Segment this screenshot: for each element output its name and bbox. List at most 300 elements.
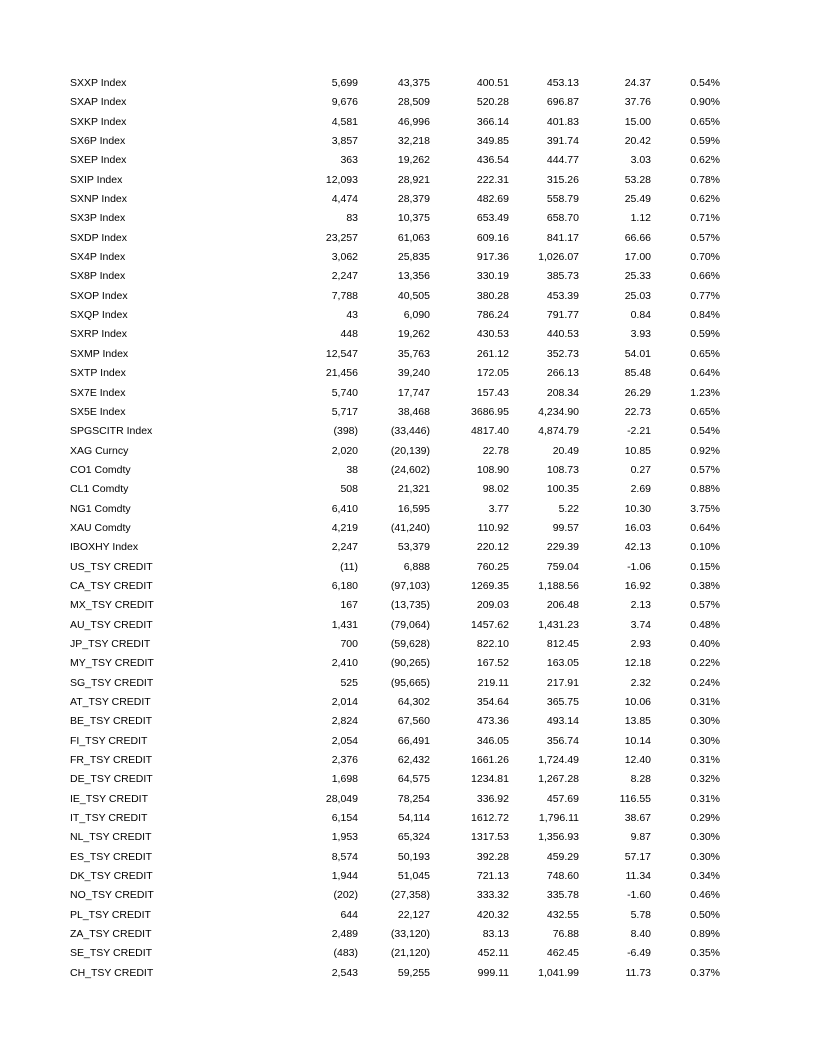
instrument-name-cell: IE_TSY CREDIT — [70, 792, 148, 805]
table-row — [0, 287, 816, 306]
value-b-cell: (97,103) — [390, 579, 430, 592]
value-e-cell: -6.49 — [627, 947, 651, 960]
value-e-cell: 9.87 — [630, 831, 651, 844]
value-a-cell: 6,154 — [331, 812, 358, 825]
value-e-cell: 1.12 — [630, 212, 651, 225]
instrument-name-cell: US_TSY CREDIT — [70, 560, 153, 573]
instrument-name-cell: PL_TSY CREDIT — [70, 908, 151, 921]
value-b-cell: 6,888 — [403, 560, 430, 573]
value-e-cell: 8.28 — [630, 773, 651, 786]
value-a-cell: 5,740 — [331, 386, 358, 399]
table-row — [0, 345, 816, 364]
table-row — [0, 248, 816, 267]
value-d-cell: 385.73 — [546, 270, 579, 283]
value-b-cell: (24,602) — [390, 463, 430, 476]
value-a-cell: 2,376 — [331, 754, 358, 767]
value-b-cell: 51,045 — [397, 870, 430, 883]
value-d-cell: 1,267.28 — [538, 773, 579, 786]
table-row — [0, 500, 816, 519]
value-c-cell: 3686.95 — [471, 405, 509, 418]
instrument-name-cell: IBOXHY Index — [70, 541, 139, 554]
value-d-cell: 365.75 — [546, 696, 579, 708]
value-a-cell: 508 — [340, 483, 358, 496]
value-b-cell: 59,255 — [397, 966, 430, 979]
value-b-cell: 35,763 — [397, 347, 430, 360]
value-e-cell: 53.28 — [624, 173, 651, 186]
percent-cell: 0.62% — [690, 193, 720, 206]
value-a-cell: 2,543 — [331, 966, 358, 979]
value-a-cell: 4,581 — [331, 115, 358, 128]
value-c-cell: 420.32 — [476, 908, 509, 921]
value-d-cell: 658.70 — [546, 212, 579, 225]
value-e-cell: 22.73 — [624, 405, 651, 418]
percent-cell: 0.62% — [690, 154, 720, 167]
value-d-cell: 440.53 — [546, 328, 579, 341]
table-row — [0, 325, 816, 344]
value-e-cell: 26.29 — [624, 386, 651, 399]
value-d-cell: 5.22 — [558, 502, 579, 515]
table-row — [0, 906, 816, 925]
value-d-cell: 759.04 — [546, 560, 579, 573]
value-e-cell: 12.40 — [624, 754, 651, 767]
value-c-cell: 1612.72 — [471, 812, 509, 825]
percent-cell: 0.92% — [690, 444, 720, 457]
instrument-name-cell: SXRP Index — [70, 328, 128, 341]
value-d-cell: 558.79 — [546, 193, 579, 206]
value-a-cell: 28,049 — [325, 792, 358, 805]
value-b-cell: (79,064) — [390, 618, 430, 631]
table-row — [0, 867, 816, 886]
table-row — [0, 828, 816, 847]
value-c-cell: 917.36 — [476, 251, 509, 264]
instrument-name-cell: NO_TSY CREDIT — [70, 889, 154, 902]
instrument-name-cell: AT_TSY CREDIT — [70, 696, 151, 708]
value-c-cell: 349.85 — [476, 135, 509, 148]
percent-cell: 0.34% — [690, 870, 720, 883]
table-row — [0, 577, 816, 596]
table-row — [0, 422, 816, 441]
percent-cell: 0.64% — [690, 521, 720, 534]
value-c-cell: 392.28 — [476, 850, 509, 863]
instrument-name-cell: JP_TSY CREDIT — [70, 637, 151, 650]
value-a-cell: 43 — [346, 309, 358, 322]
instrument-name-cell: CL1 Comdty — [70, 483, 129, 496]
value-d-cell: 1,041.99 — [538, 966, 579, 979]
value-d-cell: 457.69 — [546, 792, 579, 805]
value-c-cell: 822.10 — [476, 637, 509, 650]
table-row — [0, 229, 816, 248]
percent-cell: 0.29% — [690, 812, 720, 825]
value-d-cell: 696.87 — [546, 96, 579, 109]
table-row — [0, 635, 816, 654]
value-e-cell: 25.03 — [624, 289, 651, 302]
value-b-cell: 67,560 — [397, 715, 430, 728]
value-d-cell: 356.74 — [546, 734, 579, 747]
table-row — [0, 364, 816, 383]
value-a-cell: 5,699 — [331, 77, 358, 89]
table-row — [0, 74, 816, 93]
value-c-cell: 786.24 — [476, 309, 509, 322]
value-d-cell: 432.55 — [546, 908, 579, 921]
table-row — [0, 403, 816, 422]
value-e-cell: 2.93 — [630, 637, 651, 650]
value-a-cell: 12,093 — [325, 173, 358, 186]
value-e-cell: 11.34 — [625, 870, 651, 883]
value-d-cell: 229.39 — [546, 541, 579, 554]
percent-cell: 0.40% — [690, 637, 720, 650]
instrument-name-cell: SXXP Index — [70, 77, 127, 89]
table-row — [0, 519, 816, 538]
value-e-cell: -1.60 — [627, 889, 651, 902]
value-d-cell: 206.48 — [546, 599, 579, 612]
value-d-cell: 453.39 — [546, 289, 579, 302]
percent-cell: 0.64% — [690, 367, 720, 380]
value-c-cell: 209.03 — [476, 599, 509, 612]
percent-cell: 0.38% — [690, 579, 720, 592]
value-e-cell: 116.55 — [619, 792, 651, 805]
value-e-cell: 57.17 — [624, 850, 651, 863]
value-b-cell: 64,302 — [397, 696, 430, 708]
value-c-cell: 1317.53 — [471, 831, 509, 844]
value-c-cell: 520.28 — [476, 96, 509, 109]
value-c-cell: 336.92 — [476, 792, 509, 805]
percent-cell: 0.65% — [690, 115, 720, 128]
value-a-cell: (11) — [340, 560, 358, 573]
value-c-cell: 366.14 — [476, 115, 509, 128]
value-a-cell: 4,474 — [331, 193, 358, 206]
value-e-cell: 38.67 — [624, 812, 651, 825]
instrument-name-cell: CH_TSY CREDIT — [70, 966, 154, 979]
percent-cell: 0.89% — [690, 928, 720, 941]
value-d-cell: 493.14 — [546, 715, 579, 728]
value-b-cell: (20,139) — [390, 444, 430, 457]
value-a-cell: 363 — [340, 154, 358, 167]
value-a-cell: (483) — [333, 947, 358, 960]
table-row — [0, 674, 816, 693]
value-d-cell: 459.29 — [546, 850, 579, 863]
value-d-cell: 108.73 — [546, 463, 579, 476]
value-b-cell: 40,505 — [397, 289, 430, 302]
table-row — [0, 93, 816, 112]
value-c-cell: 4817.40 — [471, 425, 509, 438]
instrument-name-cell: ZA_TSY CREDIT — [70, 928, 152, 941]
value-a-cell: 8,574 — [331, 850, 358, 863]
value-c-cell: 333.32 — [476, 889, 509, 902]
percent-cell: 0.30% — [690, 831, 720, 844]
table-row — [0, 384, 816, 403]
data-table — [0, 74, 816, 983]
value-a-cell: 2,410 — [331, 657, 358, 670]
value-a-cell: 3,062 — [331, 251, 358, 264]
percent-cell: 0.32% — [690, 773, 720, 786]
instrument-name-cell: XAG Curncy — [70, 444, 129, 457]
percent-cell: 0.46% — [690, 889, 720, 902]
instrument-name-cell: SX8P Index — [70, 270, 126, 283]
value-e-cell: -2.21 — [627, 425, 651, 438]
value-b-cell: (33,120) — [390, 928, 430, 941]
value-e-cell: 8.40 — [630, 928, 651, 941]
value-e-cell: 0.84 — [630, 309, 651, 322]
value-a-cell: 23,257 — [325, 231, 358, 244]
percent-cell: 0.22% — [690, 657, 720, 670]
value-e-cell: 3.74 — [630, 618, 651, 631]
value-e-cell: 85.48 — [624, 367, 651, 380]
percent-cell: 0.54% — [690, 425, 720, 438]
value-a-cell: 4,219 — [331, 521, 358, 534]
percent-cell: 0.71% — [690, 212, 720, 225]
percent-cell: 0.31% — [690, 792, 720, 805]
value-a-cell: 7,788 — [331, 289, 358, 302]
value-c-cell: 400.51 — [476, 77, 509, 89]
instrument-name-cell: XAU Comdty — [70, 521, 131, 534]
percent-cell: 0.65% — [690, 405, 720, 418]
value-d-cell: 1,431.23 — [538, 618, 579, 631]
percent-cell: 0.10% — [690, 541, 720, 554]
value-b-cell: 22,127 — [397, 908, 430, 921]
value-d-cell: 444.77 — [546, 154, 579, 167]
value-b-cell: 62,432 — [397, 754, 430, 767]
value-a-cell: (202) — [333, 889, 358, 902]
value-b-cell: 53,379 — [397, 541, 430, 554]
value-a-cell: 9,676 — [331, 96, 358, 109]
value-d-cell: 4,234.90 — [538, 405, 579, 418]
percent-cell: 0.30% — [690, 734, 720, 747]
value-b-cell: (21,120) — [390, 947, 430, 960]
table-row — [0, 596, 816, 615]
instrument-name-cell: IT_TSY CREDIT — [70, 812, 148, 825]
table-row — [0, 558, 816, 577]
value-c-cell: 172.05 — [476, 367, 509, 380]
value-c-cell: 760.25 — [476, 560, 509, 573]
value-d-cell: 401.83 — [546, 115, 579, 128]
value-d-cell: 4,874.79 — [538, 425, 579, 438]
value-d-cell: 266.13 — [546, 367, 579, 380]
value-c-cell: 1234.81 — [471, 773, 509, 786]
value-b-cell: (59,628) — [390, 637, 430, 650]
value-c-cell: 354.64 — [476, 696, 509, 708]
value-b-cell: (95,665) — [390, 676, 430, 689]
instrument-name-cell: DE_TSY CREDIT — [70, 773, 153, 786]
value-e-cell: 5.78 — [630, 908, 651, 921]
value-b-cell: 65,324 — [397, 831, 430, 844]
instrument-name-cell: NG1 Comdty — [70, 502, 131, 515]
table-row — [0, 132, 816, 151]
value-e-cell: 2.32 — [630, 676, 651, 689]
instrument-name-cell: SG_TSY CREDIT — [70, 676, 154, 689]
value-b-cell: 38,468 — [397, 405, 430, 418]
value-b-cell: (90,265) — [390, 657, 430, 670]
value-a-cell: 12,547 — [325, 347, 358, 360]
instrument-name-cell: NL_TSY CREDIT — [70, 831, 152, 844]
value-b-cell: (33,446) — [390, 425, 430, 438]
instrument-name-cell: CO1 Comdty — [70, 463, 131, 476]
value-e-cell: 15.00 — [624, 115, 651, 128]
value-a-cell: 2,247 — [331, 270, 358, 283]
value-a-cell: 2,054 — [331, 734, 358, 747]
instrument-name-cell: ES_TSY CREDIT — [70, 850, 153, 863]
instrument-name-cell: SX5E Index — [70, 405, 126, 418]
value-e-cell: 10.30 — [624, 502, 651, 515]
table-row — [0, 654, 816, 673]
value-c-cell: 1661.26 — [471, 754, 509, 767]
instrument-name-cell: AU_TSY CREDIT — [70, 618, 153, 631]
value-e-cell: 42.13 — [624, 541, 651, 554]
value-c-cell: 609.16 — [476, 231, 509, 244]
instrument-name-cell: SXIP Index — [70, 173, 123, 186]
percent-cell: 0.37% — [690, 966, 720, 979]
percent-cell: 0.30% — [690, 850, 720, 863]
value-e-cell: 10.14 — [624, 734, 651, 747]
instrument-name-cell: SXOP Index — [70, 289, 128, 302]
value-a-cell: 2,824 — [331, 715, 358, 728]
value-d-cell: 217.91 — [546, 676, 579, 689]
value-c-cell: 261.12 — [476, 347, 509, 360]
value-e-cell: 16.03 — [624, 521, 651, 534]
instrument-name-cell: FI_TSY CREDIT — [70, 734, 148, 747]
table-row — [0, 790, 816, 809]
value-e-cell: 12.18 — [624, 657, 651, 670]
percent-cell: 0.88% — [690, 483, 720, 496]
value-e-cell: 10.85 — [624, 444, 651, 457]
value-e-cell: 66.66 — [624, 231, 651, 244]
value-b-cell: 32,218 — [397, 135, 430, 148]
instrument-name-cell: SXNP Index — [70, 193, 128, 206]
value-d-cell: 208.34 — [546, 386, 579, 399]
value-a-cell: 21,456 — [325, 367, 358, 380]
instrument-name-cell: SX6P Index — [70, 135, 126, 148]
value-b-cell: 43,375 — [397, 77, 430, 89]
percent-cell: 0.90% — [690, 96, 720, 109]
value-c-cell: 653.49 — [476, 212, 509, 225]
value-b-cell: 25,835 — [397, 251, 430, 264]
value-a-cell: 1,953 — [331, 831, 358, 844]
value-b-cell: 39,240 — [397, 367, 430, 380]
percent-cell: 0.54% — [690, 77, 720, 89]
table-row — [0, 732, 816, 751]
value-e-cell: 20.42 — [624, 135, 651, 148]
value-e-cell: 16.92 — [624, 579, 651, 592]
value-d-cell: 453.13 — [546, 77, 579, 89]
value-c-cell: 219.11 — [477, 676, 509, 689]
table-row — [0, 461, 816, 480]
percent-cell: 0.48% — [690, 618, 720, 631]
value-c-cell: 452.11 — [477, 947, 509, 960]
value-d-cell: 20.49 — [552, 444, 579, 457]
percent-cell: 0.70% — [690, 251, 720, 264]
percent-cell: 0.24% — [690, 676, 720, 689]
value-c-cell: 110.92 — [477, 521, 509, 534]
value-a-cell: 644 — [340, 908, 358, 921]
instrument-name-cell: BE_TSY CREDIT — [70, 715, 153, 728]
percent-cell: 1.23% — [690, 386, 720, 399]
table-row — [0, 809, 816, 828]
percent-cell: 0.30% — [690, 715, 720, 728]
value-a-cell: 3,857 — [331, 135, 358, 148]
value-c-cell: 167.52 — [476, 657, 509, 670]
value-b-cell: 28,509 — [397, 96, 430, 109]
instrument-name-cell: SXMP Index — [70, 347, 129, 360]
instrument-name-cell: SPGSCITR Index — [70, 425, 153, 438]
value-b-cell: 28,921 — [397, 173, 430, 186]
value-a-cell: 2,020 — [331, 444, 358, 457]
value-d-cell: 335.78 — [546, 889, 579, 902]
value-d-cell: 748.60 — [546, 870, 579, 883]
value-b-cell: 28,379 — [397, 193, 430, 206]
value-c-cell: 1457.62 — [471, 618, 509, 631]
value-c-cell: 380.28 — [476, 289, 509, 302]
percent-cell: 0.78% — [690, 173, 720, 186]
table-row — [0, 151, 816, 170]
table-row — [0, 113, 816, 132]
percent-cell: 0.50% — [690, 908, 720, 921]
value-b-cell: 21,321 — [397, 483, 430, 496]
value-c-cell: 220.12 — [476, 541, 509, 554]
value-c-cell: 108.90 — [476, 463, 509, 476]
value-c-cell: 1269.35 — [471, 579, 509, 592]
instrument-name-cell: SXDP Index — [70, 231, 128, 244]
value-c-cell: 22.78 — [482, 444, 509, 457]
percent-cell: 0.65% — [690, 347, 720, 360]
value-b-cell: 19,262 — [397, 328, 430, 341]
percent-cell: 0.66% — [690, 270, 720, 283]
value-b-cell: 78,254 — [397, 792, 430, 805]
value-c-cell: 98.02 — [482, 483, 509, 496]
value-b-cell: 19,262 — [397, 154, 430, 167]
value-e-cell: -1.06 — [627, 560, 651, 573]
instrument-name-cell: CA_TSY CREDIT — [70, 579, 153, 592]
value-c-cell: 436.54 — [476, 154, 509, 167]
value-d-cell: 462.45 — [546, 947, 579, 960]
table-row — [0, 964, 816, 983]
instrument-name-cell: SXEP Index — [70, 154, 127, 167]
value-d-cell: 352.73 — [546, 347, 579, 360]
instrument-name-cell: SX4P Index — [70, 251, 126, 264]
value-a-cell: 2,014 — [331, 696, 358, 708]
instrument-name-cell: SXQP Index — [70, 309, 128, 322]
value-a-cell: 6,180 — [331, 579, 358, 592]
value-e-cell: 2.69 — [630, 483, 651, 496]
value-c-cell: 721.13 — [476, 870, 509, 883]
value-a-cell: 6,410 — [331, 502, 358, 515]
instrument-name-cell: SXAP Index — [70, 96, 127, 109]
value-c-cell: 3.77 — [488, 502, 509, 515]
value-b-cell: 13,356 — [397, 270, 430, 283]
value-b-cell: 10,375 — [397, 212, 430, 225]
value-c-cell: 482.69 — [476, 193, 509, 206]
value-e-cell: 13.85 — [624, 715, 651, 728]
table-row — [0, 944, 816, 963]
value-b-cell: 61,063 — [397, 231, 430, 244]
value-a-cell: 2,247 — [331, 541, 358, 554]
value-a-cell: 5,717 — [331, 405, 358, 418]
percent-cell: 0.57% — [690, 599, 720, 612]
table-row — [0, 751, 816, 770]
value-d-cell: 1,026.07 — [538, 251, 579, 264]
value-b-cell: 16,595 — [397, 502, 430, 515]
table-row — [0, 693, 816, 712]
value-d-cell: 812.45 — [546, 637, 579, 650]
percent-cell: 0.31% — [690, 696, 720, 708]
value-b-cell: (41,240) — [390, 521, 430, 534]
value-a-cell: (398) — [333, 425, 358, 438]
value-a-cell: 700 — [340, 637, 358, 650]
instrument-name-cell: SX7E Index — [70, 386, 126, 399]
value-e-cell: 37.76 — [624, 96, 651, 109]
instrument-name-cell: SXKP Index — [70, 115, 127, 128]
value-b-cell: 64,575 — [397, 773, 430, 786]
value-e-cell: 3.93 — [630, 328, 651, 341]
table-row — [0, 886, 816, 905]
